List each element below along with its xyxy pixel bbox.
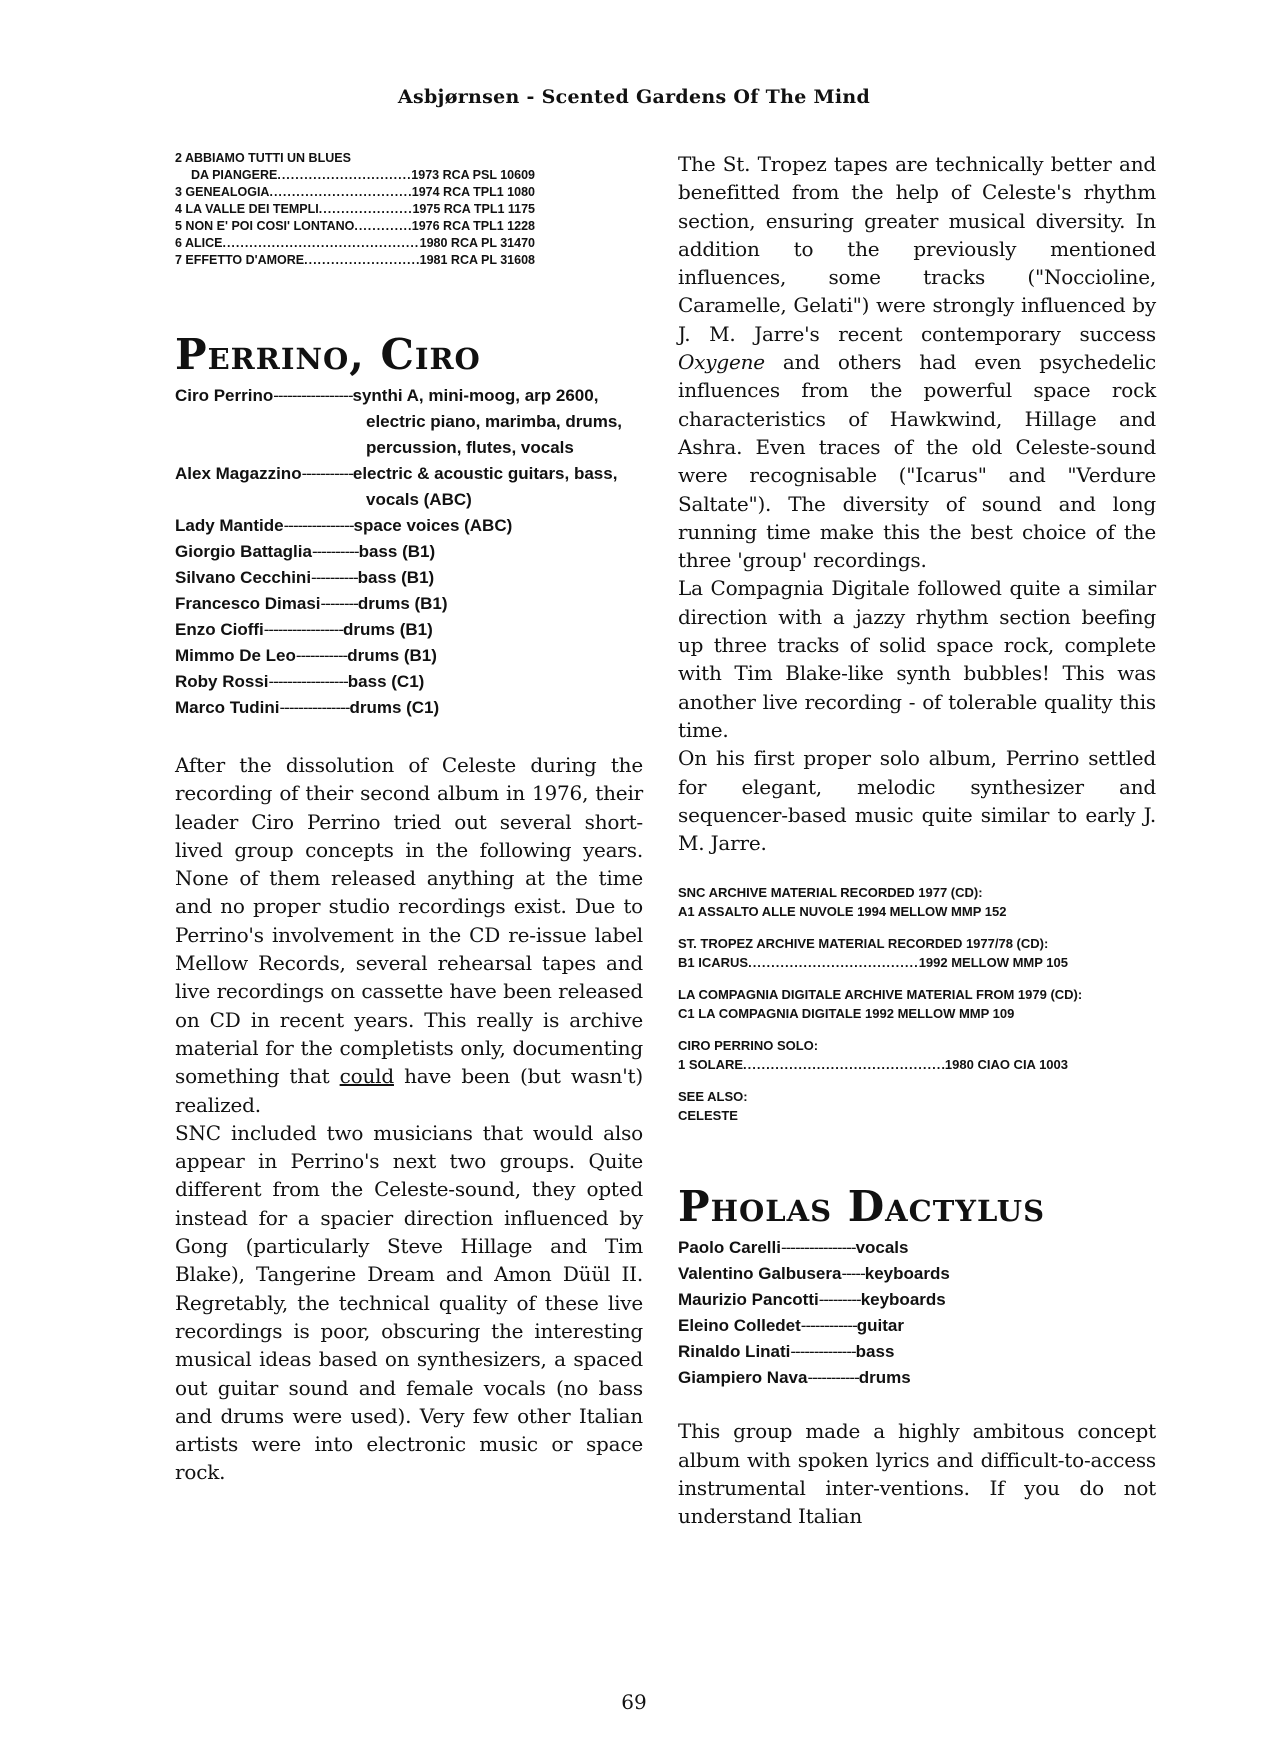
discography-release: 1974 RCA TPL1 1080: [411, 185, 535, 199]
archive-heading: SNC ARCHIVE MATERIAL RECORDED 1977 (CD):: [678, 885, 983, 901]
member-dashes: --------: [320, 594, 358, 613]
discography-release: 1975 RCA TPL1 1175: [412, 202, 535, 216]
archive-line: A1 ASSALTO ALLE NUVOLE 1994 MELLOW MMP 152: [678, 904, 1007, 920]
discography-release: 1980 RCA PL 31470: [419, 236, 535, 250]
member-name: Maurizio Pancotti: [678, 1290, 819, 1310]
discography-entry: [175, 167, 535, 184]
archive-line: CELESTE: [678, 1108, 738, 1124]
member-role: drums (C1): [349, 698, 440, 717]
archive-heading: CIRO PERRINO SOLO:: [678, 1038, 819, 1054]
member-dashes: ----------: [311, 568, 358, 587]
lineup-member: [175, 591, 643, 617]
discography-entry: [175, 184, 535, 201]
member-name: Francesco Dimasi: [175, 594, 321, 613]
archive-heading: ST. TROPEZ ARCHIVE MATERIAL RECORDED 1977/78 (CD):: [678, 936, 1049, 952]
body-paragraph: On his first proper solo album, Perrino settled for elegant, melodic synthesizer and sequencer-based music quite similar to early J. M. Jarre.: [678, 746, 1156, 856]
paragraph-text: The St. Tropez tapes are technically better and benefitted from the help of Celeste's rhythm section, ensuring greater musical diversity. In addition to the previously mentioned influences, some tracks ("Noccioline, Caramelle, Gelati") were strongly influenced by J. M. Jarre's recent contemporary success: [678, 152, 1156, 346]
member-name: Silvano Cecchini: [175, 568, 312, 587]
member-role: drums: [858, 1368, 911, 1388]
archive-line: [678, 1055, 1068, 1074]
lineup-member: [175, 539, 643, 565]
lineup-member: [175, 669, 643, 695]
paragraph-text: and others had even psychedelic influences from the powerful space rock characteristics of Hawkwind, Hillage and Ashra. Even traces of the old Celeste-sound were recognisable ("Icarus" and "Verdure Saltate"). The diversity of sound and long running time make this the best choice of the three 'group' recordings.: [678, 350, 1156, 573]
discography-entry: [175, 218, 535, 235]
discography-title: 4 LA VALLE DEI TEMPLI: [175, 202, 319, 216]
discography-title: 5 NON E' POI COSI' LONTANO: [175, 219, 355, 233]
member-name: Marco Tudini: [175, 698, 280, 717]
lineup-member: [175, 383, 643, 409]
archive-line-title: B1 ICARUS: [678, 955, 749, 971]
discography-title: DA PIANGERE: [191, 168, 278, 182]
member-dashes: -----------: [807, 1368, 859, 1388]
lineup-member: [175, 617, 643, 643]
running-title: Asbjørnsen - Scented Gardens Of The Mind: [397, 86, 871, 108]
member-dashes: -----------: [295, 646, 348, 665]
right-column: [678, 150, 1156, 1531]
discography-title: 3 GENEALOGIA: [175, 185, 270, 199]
member-dashes: -----------: [301, 464, 353, 483]
member-role: drums (B1): [347, 646, 437, 665]
discography-title: 2 ABBIAMO TUTTI UN BLUES: [175, 151, 351, 165]
member-role: bass (C1): [347, 672, 425, 691]
archive-heading: SEE ALSO:: [678, 1089, 748, 1105]
discography-release: 1973 RCA PSL 10609: [411, 168, 535, 182]
archive-line: C1 LA COMPAGNIA DIGITALE 1992 MELLOW MMP 109: [678, 1006, 1015, 1022]
member-role-continued: vocals (ABC): [366, 490, 472, 509]
archive-heading: LA COMPAGNIA DIGITALE ARCHIVE MATERIAL FROM 1979 (CD):: [678, 987, 1083, 1003]
member-dashes: ---------: [818, 1290, 861, 1310]
paragraph-text: After the dissolution of Celeste during the recording of their second album in 1976, their leader Ciro Perrino tried out several short-lived group concepts in the following years. None of them released anything at the time and no proper studio recordings exist. Due to Perrino's involvement in the CD re-issue label Mellow Records, several rehearsal tapes and live recordings on cassette have been released on CD in recent years. This really is archive material for the completists only, documenting something that: [175, 753, 643, 1089]
member-role: electric & acoustic guitars, bass,: [352, 464, 618, 483]
lineup-pholas: [678, 1235, 1156, 1391]
archive-line-release: 1992 MELLOW MMP 105: [918, 955, 1068, 971]
member-dashes: ---------------: [283, 516, 354, 535]
lineup-perrino: [175, 383, 643, 721]
archive-entry: [678, 883, 1156, 921]
member-role-continued: percussion, flutes, vocals: [366, 438, 574, 457]
member-dashes: -----: [841, 1264, 865, 1284]
discography-title: 6 ALICE: [175, 236, 223, 250]
lineup-member: [175, 643, 643, 669]
lineup-member: [678, 1261, 1156, 1287]
lineup-member: [175, 513, 643, 539]
lineup-member: [678, 1339, 1156, 1365]
member-name: Rinaldo Linati: [678, 1342, 791, 1362]
archive-entry: [678, 985, 1156, 1023]
member-role: vocals: [855, 1238, 909, 1258]
lineup-member: [175, 461, 643, 487]
member-role: bass (B1): [357, 568, 435, 587]
member-dashes: -----------------: [273, 386, 353, 405]
archive-entry: [678, 1036, 1156, 1074]
member-name: Valentino Galbusera: [678, 1264, 842, 1284]
discography-release: 1981 RCA PL 31608: [419, 253, 535, 267]
body-paragraph: [678, 150, 1156, 574]
member-name: Paolo Carelli: [678, 1238, 781, 1258]
page-number: 69: [621, 1690, 647, 1714]
member-dashes: ----------: [311, 542, 359, 561]
member-role-continued: electric piano, marimba, drums,: [366, 412, 623, 431]
discography-title: 7 EFFETTO D'AMORE: [175, 253, 305, 267]
body-paragraph: [175, 751, 643, 1119]
member-role: bass (B1): [358, 542, 436, 561]
member-dashes: ----------------: [780, 1238, 856, 1258]
paragraph-text: have been (but wasn't) realized.: [175, 1064, 643, 1117]
member-role: keyboards: [860, 1290, 946, 1310]
member-role: keyboards: [864, 1264, 950, 1284]
section-title-perrino: Perrino, Ciro: [175, 330, 481, 379]
member-role: synthi A, mini-moog, arp 2600,: [352, 386, 599, 405]
lineup-member: [175, 565, 643, 591]
body-paragraph: La Compagnia Digitale followed quite a similar direction with a jazzy rhythm section beefing up three tracks of solid space rock, complete with Tim Blake-like synth bubbles! This was another live recording - of tolerable quality this time.: [678, 576, 1156, 742]
discography-entry: [175, 235, 535, 252]
member-name: Mimmo De Leo: [175, 646, 296, 665]
section-title-pholas: Pholas Dactylus: [678, 1182, 1046, 1232]
archive-entry: [678, 1087, 1156, 1125]
member-name: Enzo Cioffi: [175, 620, 264, 639]
archive-line-release: 1980 CIAO CIA 1003: [944, 1057, 1068, 1073]
left-column: [175, 150, 643, 1487]
member-dashes: --------------: [790, 1342, 856, 1362]
italic-title: Oxygene: [678, 350, 765, 375]
archive-line: [678, 953, 1068, 972]
archive-entry: [678, 934, 1156, 972]
top-discography: [175, 150, 535, 269]
discography-entry: [175, 201, 535, 218]
member-name: Alex Magazzino: [175, 464, 302, 483]
archive-discography: [678, 883, 1156, 1125]
member-role: guitar: [856, 1316, 904, 1336]
member-name: Ciro Perrino: [175, 386, 274, 405]
discography-entry: [175, 150, 535, 167]
lineup-member: [678, 1287, 1156, 1313]
lineup-member: [678, 1365, 1156, 1391]
member-name: Giampiero Nava: [678, 1368, 808, 1388]
discography-entry: [175, 252, 535, 269]
underlined-word: could: [339, 1064, 394, 1089]
body-paragraph: SNC included two musicians that would also appear in Perrino's next two groups. Quite different from the Celeste-sound, they opted instead for a spacier direction influenced by Gong (particularly Steve Hillage and Tim Blake), Tangerine Dream and Amon Düül II. Regretably, the technical quality of these live recordings is poor, obscuring the interesting musical ideas based on synthesizers, a spaced out guitar sound and female vocals (no bass and drums were used). Very few other Italian artists were into electronic music or space rock.: [175, 1120, 643, 1485]
member-dashes: ------------: [800, 1316, 857, 1336]
member-dashes: -----------------: [268, 672, 348, 691]
lineup-member: [678, 1235, 1156, 1261]
member-role: bass: [855, 1342, 895, 1362]
lineup-member: [678, 1313, 1156, 1339]
member-role: drums (B1): [357, 594, 448, 613]
member-name: Eleino Colledet: [678, 1316, 801, 1336]
member-name: Giorgio Battaglia: [175, 542, 312, 561]
body-paragraph: This group made a highly ambitous concept album with spoken lyrics and difficult-to-access instrumental inter-ventions. If you do not understand Italian: [678, 1419, 1156, 1529]
member-dashes: -----------------: [263, 620, 344, 639]
discography-release: 1976 RCA TPL1 1228: [411, 219, 535, 233]
member-role: space voices (ABC): [353, 516, 513, 535]
archive-line-title: 1 SOLARE: [678, 1057, 744, 1073]
lineup-member: [175, 695, 643, 721]
member-dashes: ---------------: [279, 698, 350, 717]
member-role: drums (B1): [343, 620, 433, 639]
member-name: Roby Rossi: [175, 672, 269, 691]
member-name: Lady Mantide: [175, 516, 284, 535]
